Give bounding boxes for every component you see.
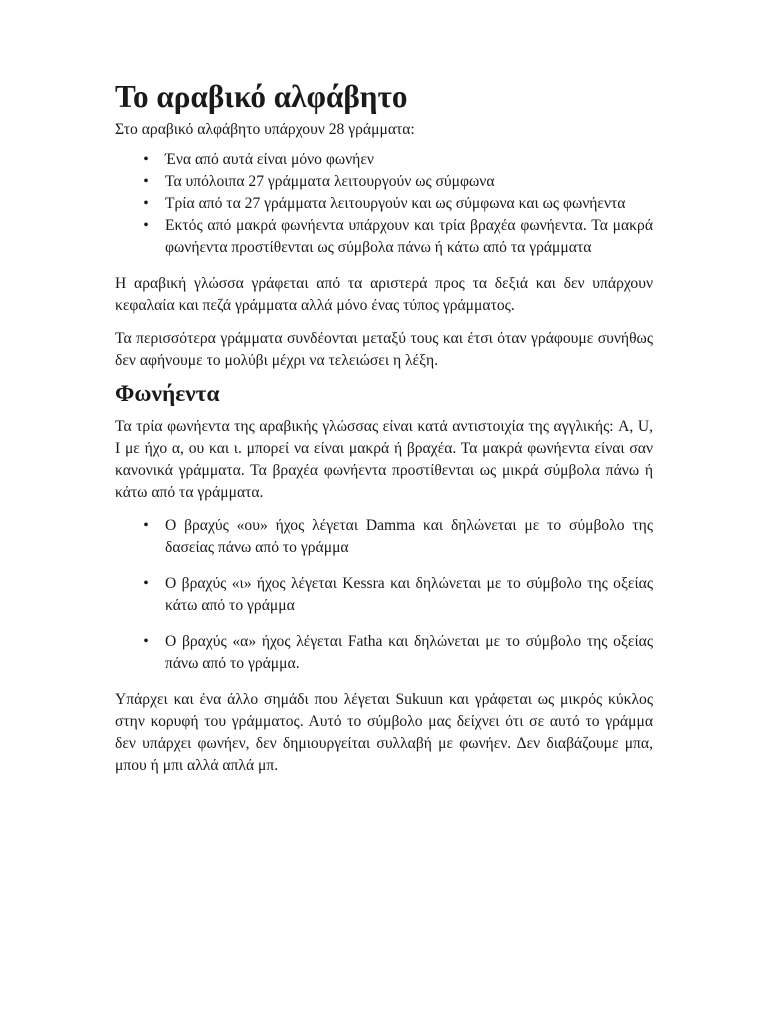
list-item-text: Ένα από αυτά είναι μόνο φωνήεν bbox=[165, 151, 374, 168]
short-vowels-bullet-list bbox=[115, 515, 653, 675]
list-item-text: Ο βραχύς «α» ήχος λέγεται Fatha και δηλώνεται με το σύμβολο της οξείας πάνω από το γράμμα. bbox=[165, 633, 653, 672]
bullet-icon: • bbox=[143, 517, 149, 534]
list-item bbox=[115, 631, 653, 675]
list-item bbox=[115, 573, 653, 617]
list-item bbox=[115, 515, 653, 559]
list-item-text: Εκτός από μακρά φωνήεντα υπάρχουν και τρία βραχέα φωνήεντα. Τα μακρά φωνήεντα προστίθενται ως σύμβολα πάνω ή κάτω από τα γράμματα bbox=[165, 217, 653, 256]
list-item-text: Ο βραχύς «ου» ήχος λέγεται Damma και δηλώνεται με το σύμβολο της δασείας πάνω από το γράμμα bbox=[165, 517, 653, 556]
bullet-icon: • bbox=[143, 575, 149, 592]
document-page bbox=[115, 79, 653, 777]
intro-paragraph: Στο αραβικό αλφάβητο υπάρχουν 28 γράμματα: bbox=[115, 121, 415, 138]
list-item-text: Τα υπόλοιπα 27 γράμματα λειτουργούν ως σύμφωνα bbox=[165, 173, 495, 190]
letters-bullet-list bbox=[115, 149, 653, 259]
bullet-icon: • bbox=[143, 151, 149, 168]
document-title: Το αραβικό αλφάβητο bbox=[115, 79, 408, 114]
writing-direction-paragraph: Η αραβική γλώσσα γράφεται από τα αριστερά προς τα δεξιά και δεν υπάρχουν κεφαλαία και πεζά γράμματα αλλά μόνο ένας τύπος γράμματος. bbox=[115, 275, 653, 314]
vowels-paragraph: Τα τρία φωνήεντα της αραβικής γλώσσας είναι κατά αντιστοιχία της αγγλικής: A, U, I με ήχο α, ου και ι. μπορεί να είναι μακρά ή βραχέα. Τα μακρά φωνήεντα είναι σαν κανονικά γράμματα. Τα βραχέα φωνήεντα προστίθενται ως μικρά σύμβολα πάνω ή κάτω από τα γράμματα. bbox=[115, 418, 653, 501]
list-item bbox=[115, 193, 653, 215]
sukuun-paragraph: Υπάρχει και ένα άλλο σημάδι που λέγεται Sukuun και γράφεται ως μικρός κύκλος στην κορυφή του γράμματος. Αυτό το σύμβολο μας δείχνει ότι σε αυτό το γράμμα δεν υπάρχει φωνήεν, δεν δημιουργείται συλλαβή με φωνήεν. Δεν διαβάζουμε μπα, μπου ή μπι αλλά απλά μπ. bbox=[115, 691, 653, 774]
list-item-text: Ο βραχύς «ι» ήχος λέγεται Kessra και δηλώνεται με το σύμβολο της οξείας κάτω από το γράμμα bbox=[165, 575, 653, 614]
list-item bbox=[115, 149, 653, 171]
vowels-subtitle: Φωνήεντα bbox=[115, 381, 220, 407]
bullet-icon: • bbox=[143, 195, 149, 212]
list-item-text: Τρία από τα 27 γράμματα λειτουργούν και ως σύμφωνα και ως φωνήεντα bbox=[165, 195, 626, 212]
bullet-icon: • bbox=[143, 173, 149, 190]
list-item bbox=[115, 215, 653, 259]
list-item bbox=[115, 171, 653, 193]
bullet-icon: • bbox=[143, 217, 149, 234]
bullet-icon: • bbox=[143, 633, 149, 650]
connected-letters-paragraph: Τα περισσότερα γράμματα συνδέονται μεταξύ τους και έτσι όταν γράφουμε συνήθως δεν αφήνουμε το μολύβι μέχρι να τελειώσει η λέξη. bbox=[115, 330, 653, 369]
